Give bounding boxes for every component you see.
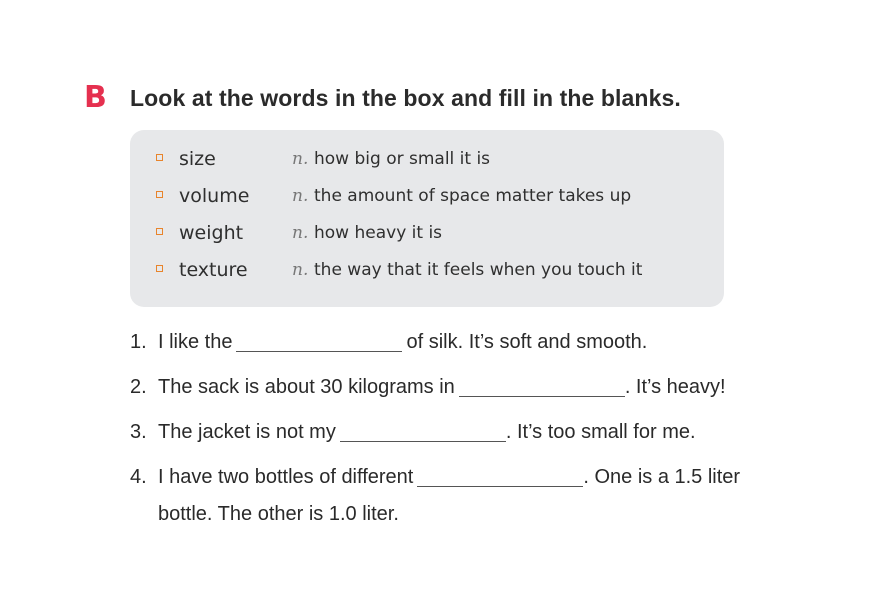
question-2 [130, 374, 726, 400]
question-number: 1. [130, 331, 147, 353]
instruction-heading: Look at the words in the box and fill in the blanks. [130, 85, 681, 111]
question-text-after: . It’s heavy! [624, 376, 726, 398]
word-box [130, 130, 724, 307]
question-number: 4. [130, 466, 147, 488]
question-4-continuation: bottle. The other is 1.0 liter. [158, 503, 399, 525]
answer-blank[interactable] [236, 331, 402, 352]
vocab-word: texture [179, 259, 248, 281]
question-number: 3. [130, 421, 147, 443]
question-4 [130, 464, 740, 490]
question-text-before: The jacket is not my [158, 421, 336, 443]
square-bullet-icon [156, 228, 163, 235]
vocab-word: size [179, 148, 216, 170]
vocab-definition: the way that it feels when you touch it [314, 260, 643, 280]
answer-blank[interactable] [459, 376, 625, 397]
vocab-word: weight [179, 222, 244, 244]
question-text-after: of silk. It’s soft and smooth. [406, 331, 648, 353]
question-text-after: . One is a 1.5 liter [583, 466, 741, 488]
vocab-definition: how heavy it is [314, 223, 443, 243]
question-text-before: I have two bottles of different [158, 466, 414, 488]
section-letter: B [84, 80, 107, 115]
answer-blank[interactable] [340, 421, 506, 442]
question-3 [130, 419, 696, 445]
part-of-speech: n. [292, 223, 309, 243]
square-bullet-icon [156, 154, 163, 161]
square-bullet-icon [156, 191, 163, 198]
vocab-definition: how big or small it is [314, 149, 491, 169]
square-bullet-icon [156, 265, 163, 272]
part-of-speech: n. [292, 260, 309, 280]
question-text-after: . It’s too small for me. [505, 421, 696, 443]
question-text-before: The sack is about 30 kilograms in [158, 376, 455, 398]
vocab-word: volume [179, 185, 250, 207]
question-text-before: I like the [158, 331, 233, 353]
part-of-speech: n. [292, 149, 309, 169]
question-1 [130, 329, 647, 355]
question-number: 2. [130, 376, 147, 398]
vocab-definition: the amount of space matter takes up [314, 186, 632, 206]
answer-blank[interactable] [417, 466, 583, 487]
part-of-speech: n. [292, 186, 309, 206]
